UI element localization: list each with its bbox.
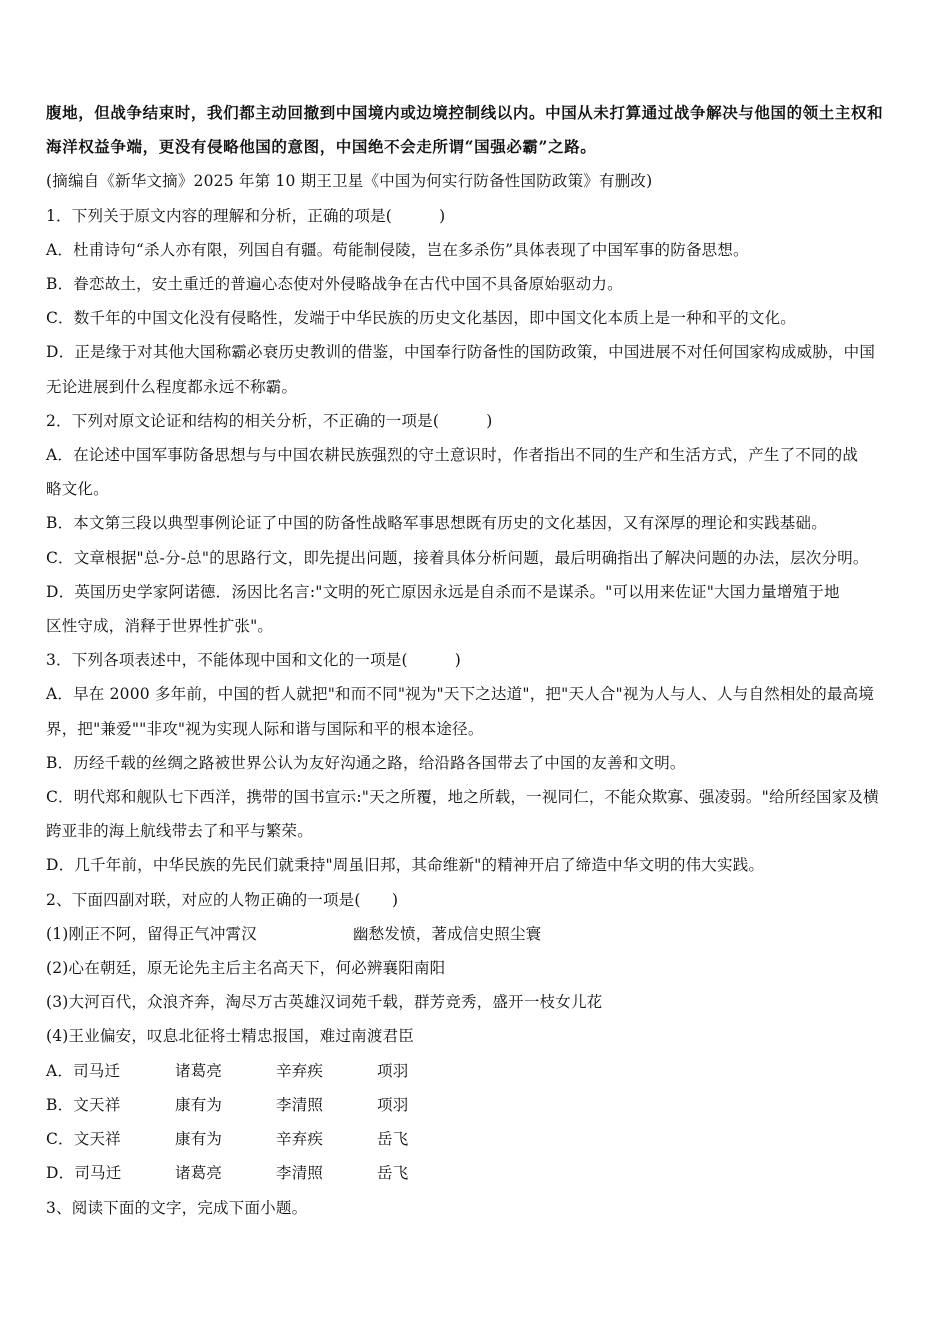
- question-1-option-d: D．正是缘于对其他大国称霸必衰历史教训的借鉴，中国奉行防备性的国防政策，中国进展不对任何国家构成威胁，中国: [46, 343, 876, 362]
- option-d-item-1: 诸葛亮: [175, 1164, 223, 1183]
- question-2-option-d-cont: 区性守成，消释于世界性扩张"。: [46, 617, 274, 636]
- option-a-item-1: 诸葛亮: [175, 1061, 223, 1080]
- question-3-option-a-cont: 界，把"兼爱""非攻"视为实现人际和谐与国际和平的根本途径。: [46, 719, 484, 738]
- option-a-item-2: 辛弃疾: [276, 1061, 324, 1080]
- couplet-1-left: (1)刚正不阿，留得正气冲霄汉: [46, 924, 257, 943]
- couplet-3: (3)大河百代，众浪齐奔，淘尽万古英雄汉词苑千载，群芳竞秀，盛开一枝女儿花: [46, 993, 603, 1012]
- question-3-stem: 3．下列各项表述中，不能体现中国和文化的一项是( ): [46, 651, 462, 670]
- question-2-option-c: C．文章根据"总-分-总"的思路行文，即先提出问题，接着具体分析问题，最后明确指出了解决问题的办法，层次分明。: [46, 548, 869, 567]
- option-a-item-3: 项羽: [377, 1061, 409, 1080]
- option-d-item-2: 李清照: [276, 1164, 324, 1183]
- option-a-label: A．司马迁: [46, 1061, 121, 1080]
- passage-line-2: 海洋权益争端，更没有侵略他国的意图，中国绝不会走所谓“国强必霸”之路。: [46, 137, 597, 157]
- source-note: (摘编自《新华文摘》2025 年第 10 期王卫星《中国为何实行防备性国防政策》有删改): [46, 172, 653, 191]
- couplet-question-stem: 2、下面四副对联，对应的人物正确的一项是( ): [46, 890, 399, 909]
- couplet-1: [46, 917, 908, 951]
- couplet-option-c: [46, 1122, 908, 1156]
- document-page: [46, 96, 908, 1225]
- question-2-option-a: A．在论述中国军事防备思想与与中国农耕民族强烈的守土意识时，作者指出不同的生产和生活方式，产生了不同的战: [46, 446, 859, 465]
- question-2-stem: 2．下列对原文论证和结构的相关分析，不正确的一项是( ): [46, 411, 493, 430]
- couplet-option-d: [46, 1156, 908, 1190]
- question-2-option-b: B．本文第三段以典型事例论证了中国的防备性战略军事思想既有历史的文化基因，又有深厚的理论和实践基础。: [46, 514, 827, 533]
- couplet-4: (4)王业偏安，叹息北征将士精忠报国，难过南渡君臣: [46, 1027, 414, 1046]
- question-1-option-b: B．眷恋故土，安土重迁的普遍心态使对外侵略战争在古代中国不具备原始驱动力。: [46, 275, 623, 294]
- couplet-option-b: [46, 1088, 908, 1122]
- passage-line-1: 腹地，但战争结束时，我们都主动回撤到中国境内或边境控制线以内。中国从未打算通过战争解决与他国的领土主权和: [46, 103, 884, 122]
- option-b-item-1: 康有为: [175, 1095, 223, 1114]
- couplet-option-a: [46, 1054, 908, 1088]
- reading-question-stem: 3、阅读下面的文字，完成下面小题。: [46, 1198, 308, 1217]
- option-b-item-3: 项羽: [377, 1095, 409, 1114]
- option-c-label: C．文天祥: [46, 1130, 121, 1149]
- option-c-item-3: 岳飞: [377, 1130, 409, 1149]
- option-d-item-3: 岳飞: [377, 1164, 409, 1183]
- couplet-1-right: 幽愁发愤，著成信史照尘寰: [352, 924, 542, 943]
- option-d-label: D．司马迁: [46, 1164, 122, 1183]
- question-3-option-c-cont: 跨亚非的海上航线带去了和平与繁荣。: [46, 822, 313, 841]
- option-c-item-2: 辛弃疾: [276, 1130, 324, 1149]
- question-3-option-d: D．几千年前，中华民族的先民们就秉持"周虽旧邦，其命维新"的精神开启了缔造中华文明的伟大实践。: [46, 856, 765, 875]
- question-2-option-d: D．英国历史学家阿诺德．汤因比名言:"文明的死亡原因永远是自杀而不是谋杀。"可以用来佐证"大国力量增殖于地: [46, 582, 840, 601]
- question-1-option-a: A．杜甫诗句“杀人亦有限，列国自有疆。苟能制侵陵，岂在多杀伤”具体表现了中国军事的防备思想。: [46, 240, 749, 259]
- question-3-option-b: B．历经千载的丝绸之路被世界公认为友好沟通之路，给沿路各国带去了中国的友善和文明。: [46, 753, 686, 772]
- question-3-option-c: C．明代郑和舰队七下西洋，携带的国书宣示:"天之所覆，地之所载，一视同仁，不能众欺寡、强凌弱。"给所经国家及横: [46, 788, 879, 807]
- question-3-option-a: A．早在 2000 多年前，中国的哲人就把"和而不同"视为"天下之达道"，把"天人合"视为人与人、人与自然相处的最高境: [46, 685, 875, 704]
- option-b-label: B．文天祥: [46, 1095, 121, 1114]
- option-b-item-2: 李清照: [276, 1095, 324, 1114]
- question-1-option-d-cont: 无论进展到什么程度都永远不称霸。: [46, 377, 298, 396]
- option-c-item-1: 康有为: [175, 1130, 223, 1149]
- question-1-option-c: C．数千年的中国文化没有侵略性，发端于中华民族的历史文化基因，即中国文化本质上是一种和平的文化。: [46, 309, 796, 328]
- couplet-2: (2)心在朝廷，原无论先主后主名高天下，何必辨襄阳南阳: [46, 959, 446, 978]
- question-1-stem: 1．下列关于原文内容的理解和分析，正确的项是( ): [46, 206, 446, 225]
- question-2-option-a-cont: 略文化。: [46, 480, 109, 499]
